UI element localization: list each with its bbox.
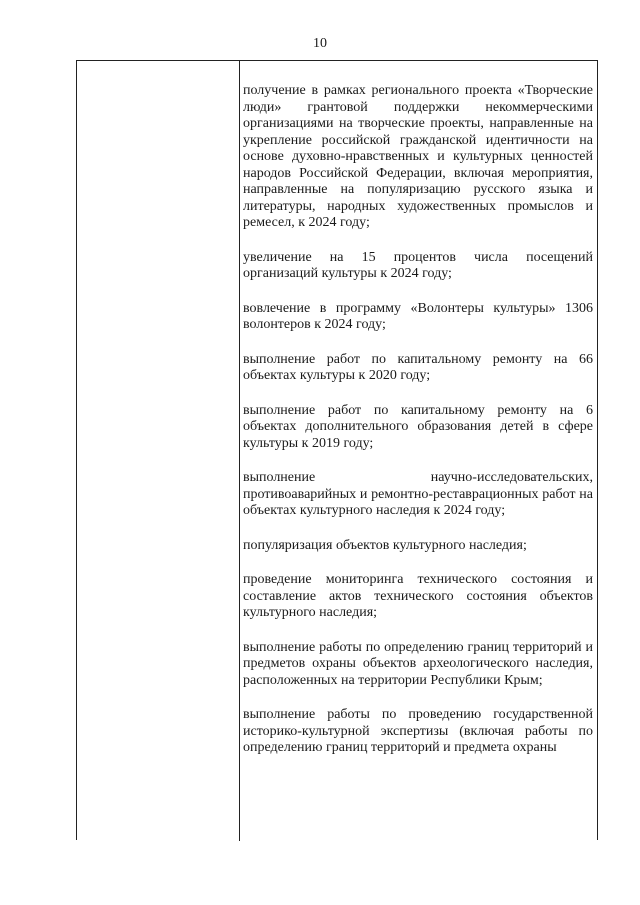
list-item: выполнение работы по определению границ территорий и предметов охраны объектов археологического наследия, расположенных на территории Республики Крым; <box>243 639 593 688</box>
table-left-cell <box>77 61 239 841</box>
list-item: выполнение научно-исследовательских, противоаварийных и ремонтно-реставрационных работ на объектах культурного наследия к 2024 году; <box>243 470 593 518</box>
page-number: 10 <box>313 36 327 51</box>
list-item: получение в рамках регионального проекта «Творческие люди» грантовой поддержки некоммерческими организациями на творческие проекты, направленные на укрепление российской гражданской идентичности на основе духовно-нравственных и культурных ценностей народов Российской Федерации, включая мероприятия, направленные на популяризацию русского языка и литературы, народных художественных промыслов и ремесел, к 2024 году; <box>243 83 593 230</box>
list-item: выполнение работы по проведению государственной историко-культурной экспертизы (включая работы по определению границ территорий и предмета охраны <box>243 707 593 755</box>
list-item: выполнение работ по капитальному ремонту на 66 объектах культуры к 2020 году; <box>243 351 593 383</box>
document-table <box>76 60 598 840</box>
column-divider <box>239 61 240 841</box>
list-item: популяризация объектов культурного наследия; <box>243 537 527 553</box>
list-item: выполнение работ по капитальному ремонту на 6 объектах дополнительного образования детей в сфере культуры к 2019 году; <box>243 402 593 451</box>
table-right-cell <box>243 83 593 757</box>
list-item: увеличение на 15 процентов числа посещений организаций культуры к 2024 году; <box>243 249 593 281</box>
list-item: вовлечение в программу «Волонтеры культуры» 1306 волонтеров к 2024 году; <box>243 300 593 332</box>
list-item: проведение мониторинга технического состояния и составление актов технического состояния объектов культурного наследия; <box>243 572 593 620</box>
